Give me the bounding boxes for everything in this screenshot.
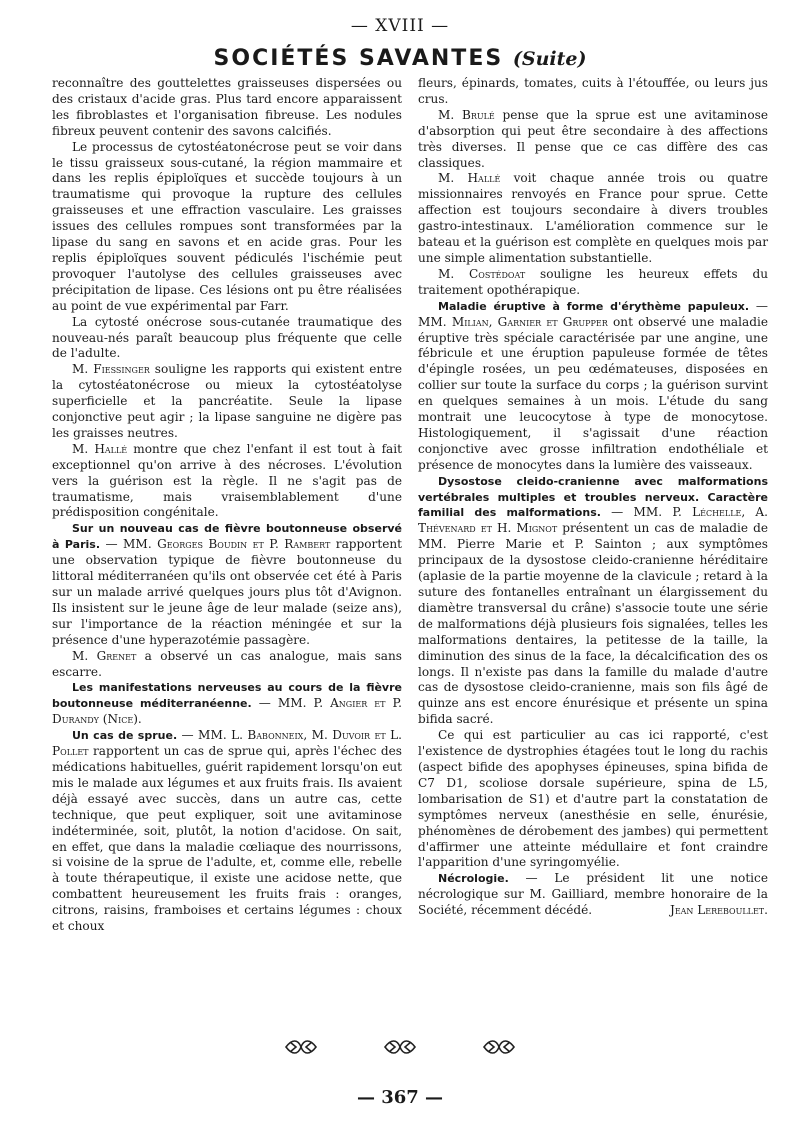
section-authors: — MM. L. Babonneix, M. Duvoir et L. Pollet [52,728,402,759]
section-paragraph [418,299,768,474]
paragraph-text: rapportent une observation typique de fièvre boutonneuse du littoral méditerranéen qu'ils ont observée cet été à Paris sur un malade arrivé quelques jours plus tôt d'Avignon. Ils insistent sur le jeune âge de leur malade (seize ans), sur l'importance de la réaction méningée et sur la présence d'une hyperazotémie passagère. [52,537,402,647]
section-paragraph [52,521,402,648]
paragraph: La cytosté onécrose sous-cutanée traumatique des nouveau-nés paraît beaucoup plus fréquente que celle de l'adulte. [52,314,402,361]
fleuron-icon [383,1038,417,1056]
paragraph-text: ont observé une maladie éruptive très spéciale caractérisée par une angine, une fébricule et une éruption papuleuse formée de têtes d'épingle rosées, un peu œdémateuses, disposées en collier sur toute la surface du corps ; la guérison survint en quelques semaines à un mois. L'étude du sang montrait une leucocytose à type de monocytose. Histologiquement, il s'agissait d'une réaction conjonctive avec grosse infiltration endothéliale et présence de monocytes dans la lumière des vaisseaux. [418,314,768,472]
paragraph-text: — Le président lit une notice nécrologique sur M. Gailliard, membre honoraire de la Société, récemment décédé. [418,871,768,918]
author-name: M. Hallé [72,441,128,456]
author-name: M. Costédoat [438,266,526,281]
paragraph-text: souligne les rapports qui existent entre la cytostéatonécrose ou mieux la cytostéatolyse superficielle et la pancréatite. Seule la lipase conjonctive peut agir ; la lipase sanguine ne digère pas les graisses neutres. [52,362,402,440]
paragraph: Le processus de cytostéatonécrose peut se voir dans le tissu graisseux sous-cutané, la région mammaire et dans les replis épiploïques et succède toujours à un traumatisme qui provoque la rupture des cellules graisseuses et une effraction vasculaire. Les graisses issues des cellules rompues sont transformées par la lipase du sang en savons et en acide gras. Pour les replis épiploïques souvent pédiculés l'ischémie peut provoquer l'autolyse des cellules graisseuses avec précipitation de lipase. Ces lésions ont pu être réalisées au point de vue expérimental par Farr. [52,139,402,313]
signature: Jean Lereboullet. [669,903,768,918]
paragraph-text: présentent un cas de maladie de MM. Pierre Marie et P. Sainton ; aux symptômes principaux de la dysostose cleido-cranienne héréditaire (aplasie de la partie moyenne de la clavicule ; retard à la suture des fontanelles entraînant un élargissement du diamètre transversal du crâne) s'associe toute une série de malformations déjà plusieurs fois signalées, telles les malformations dentaires, la petitesse de la taille, la diminution des sinus de la face, la décalcification des os longs. Il n'existe pas dans la famille du malade d'autre cas de dysostose cleido-cranienne, mais son fils âgé de quinze ans est encore énurésique et présente un spina bifida sacré. [418,521,768,727]
page-number: — 367 — [356,1087,444,1108]
paragraph-text: pense que la sprue est une avitaminose d'absorption qui peut être secondaire à des affections très diverses. Il pense que ce cas diffère des cas classiques. [418,107,768,170]
section-paragraph [418,871,768,919]
section-paragraph [52,728,402,935]
paragraph: fleurs, épinards, tomates, cuits à l'étouffée, ou leurs jus crus. [418,76,768,106]
title-suite: (Suite) [512,48,587,70]
section-heading: Maladie éruptive à forme d'érythème papuleux. [438,299,750,313]
section-heading: Dysostose cleido-cranienne avec malformations vertébrales multiples et troubles nerveux. Caractère familial des malformations. [418,474,768,520]
section-heading: Sur un nouveau cas de fièvre boutonneuse observé à Paris. [52,522,402,552]
fleuron-icon [284,1038,318,1056]
left-column [52,76,402,935]
paragraph-text: souligne les heureux effets du traitement opothérapique. [418,266,768,297]
running-header: — XVIII — [350,16,450,36]
section-authors: — MM. P. Angier et P. Durandy (Nice). [52,696,403,727]
author-name: M. Fiessinger [72,362,150,377]
paragraph: reconnaître des gouttelettes graisseuses dispersées ou des cristaux d'acide gras. Plus tard encore apparaissent les fibroblastes et l'organisation fibreuse. Les nodules fibreux peuvent contenir des savons calcifiés. [52,76,402,138]
paragraph [418,267,768,299]
author-name: M. Brulé [438,107,495,122]
section-heading: Nécrologie. [438,872,509,886]
paragraph-text: a observé un cas analogue, mais sans escarre. [52,648,402,679]
section-heading: Un cas de sprue. [72,729,178,743]
section-authors: — MM. P. Léchelle, A. Thévenard et H. Mignot [418,505,768,536]
author-name: M. Grenet [72,648,137,663]
author-name: M. Hallé [438,171,501,186]
ornament-row [0,1038,800,1060]
paragraph [418,108,768,172]
paragraph: Ce qui est particulier au cas ici rapporté, c'est l'existence de dystrophies étagées tout le long du rachis (aspect bifide des apophyses épineuses, spina bifida de C7 D1, scoliose dorsale supérieure, spina de L5, lombarisation de S1) et d'autre part la constatation de symptômes nerveux (anesthésie en selle, énurésie, phénomènes de dérobement des jambes) qui permettent d'affirmer une atteinte médullaire et font craindre l'apparition d'une syringomyélie. [418,728,768,870]
title-text: SOCIÉTÉS SAVANTES [213,46,504,71]
section-heading: Les manifestations nerveuses au cours de la fièvre boutonneuse méditerranéenne. [52,681,402,711]
paragraph-text: rapportent un cas de sprue qui, après l'échec des médications habituelles, guérit rapidement lorsqu'on eut mis le malade aux légumes et aux fruits frais. Ils avaient déjà essayé avec succès, dans un autre cas, cette technique, que peut expliquer, soit une avitaminose indéterminée, soit, plutôt, la notion d'acidose. On sait, en effet, que dans la maladie cœliaque des nourrissons, si voisine de la sprue de l'adulte, et, comme elle, rebelle à toute thérapeutique, il existe une acidose nette, que combattent heureusement les fruits frais : oranges, citrons, raisins, framboises et certains légumes : choux et choux [52,744,402,934]
fleuron-icon [482,1038,516,1056]
paragraph-text: voit chaque année trois ou quatre missionnaires renvoyés en France pour sprue. Cette affection est toujours secondaire à divers troubles gastro-intestinaux. L'amélioration commence sur le bateau et la guérison est complète en quelques mois par une simple alimentation substantielle. [418,171,768,265]
paragraph [52,362,402,442]
right-column [418,76,768,919]
page-title [0,46,800,71]
section-paragraph [52,680,402,728]
paragraph-text: montre que chez l'enfant il est tout à fait exceptionnel qu'on arrive à des nécroses. L'évolution vers la guérison est la règle. Il ne s'agit pas de traumatisme, mais vraisemblablement d'une prédisposition congénitale. [52,441,402,520]
paragraph [52,442,402,522]
section-paragraph [418,474,768,729]
section-authors: — MM. Georges Boudin et P. Rambert [105,537,331,552]
paragraph [52,649,402,681]
paragraph [418,171,768,266]
section-authors: — MM. Milian, Garnier et Grupper [418,298,768,329]
